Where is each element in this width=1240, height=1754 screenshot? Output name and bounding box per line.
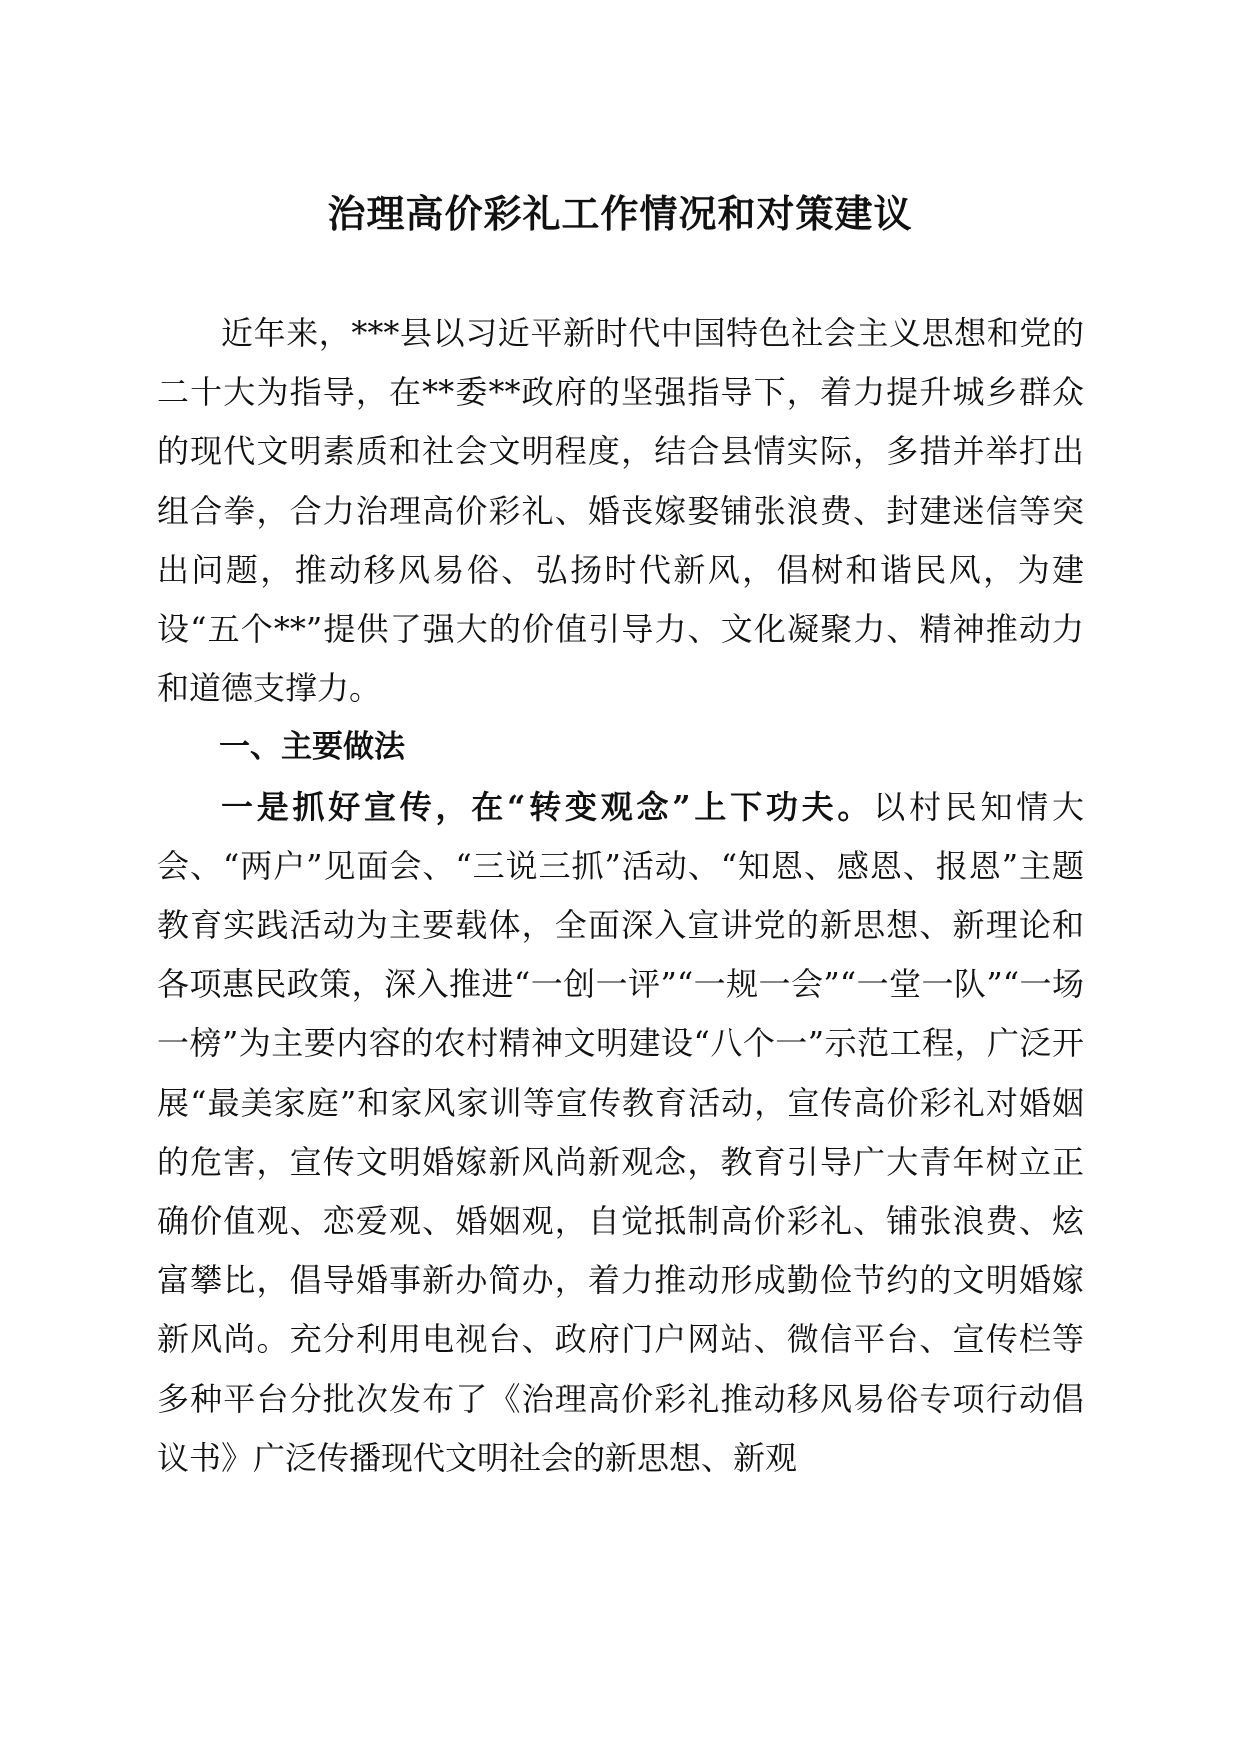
document-title: 治理高价彩礼工作情况和对策建议 [327,191,913,236]
document-body [157,304,1084,1488]
point-one-text: 以村民知情大会、“两户”见面会、“三说三抓”活动、“知恩、感恩、报恩”主题教育实践活动为主要载体，全面深入宣讲党的新思想、新理论和各项惠民政策，深入推进“一创一评”“一规一会”“一堂一队”“一场一榜”为主要内容的农村精神文明建设“八个一”示范工程，广泛开展“最美家庭”和家风家训等宣传教育活动，宣传高价彩礼对婚姻的危害，宣传文明婚嫁新风尚新观念，教育引导广大青年树立正确价值观、恋爱观、婚姻观，自觉抵制高价彩礼、铺张浪费、炫富攀比，倡导婚事新办简办，着力推动形成勤俭节约的文明婚嫁新风尚。充分利用电视台、政府门户网站、微信平台、宣传栏等多种平台分批次发布了《治理高价彩礼推动移风易俗专项行动倡议书》广泛传播现代文明社会的新思想、新观 [157,787,1084,1477]
point-one-paragraph [157,778,1084,1488]
point-one-lead: 一是抓好宣传，在“转变观念”上下功夫。 [221,787,874,826]
section-heading: 一、主要做法 [219,729,405,766]
intro-paragraph: 近年来，***县以习近平新时代中国特色社会主义思想和党的二十大为指导，在**委**政府的坚强指导下，着力提升城乡群众的现代文明素质和社会文明程度，结合县情实际，多措并举打出组合拳，合力治理高价彩礼、婚丧嫁娶铺张浪费、封建迷信等突出问题，推动移风易俗、弘扬时代新风，倡树和谐民风，为建设“五个**”提供了强大的价值引导力、文化凝聚力、精神推动力和道德支撑力。 [157,314,1084,708]
